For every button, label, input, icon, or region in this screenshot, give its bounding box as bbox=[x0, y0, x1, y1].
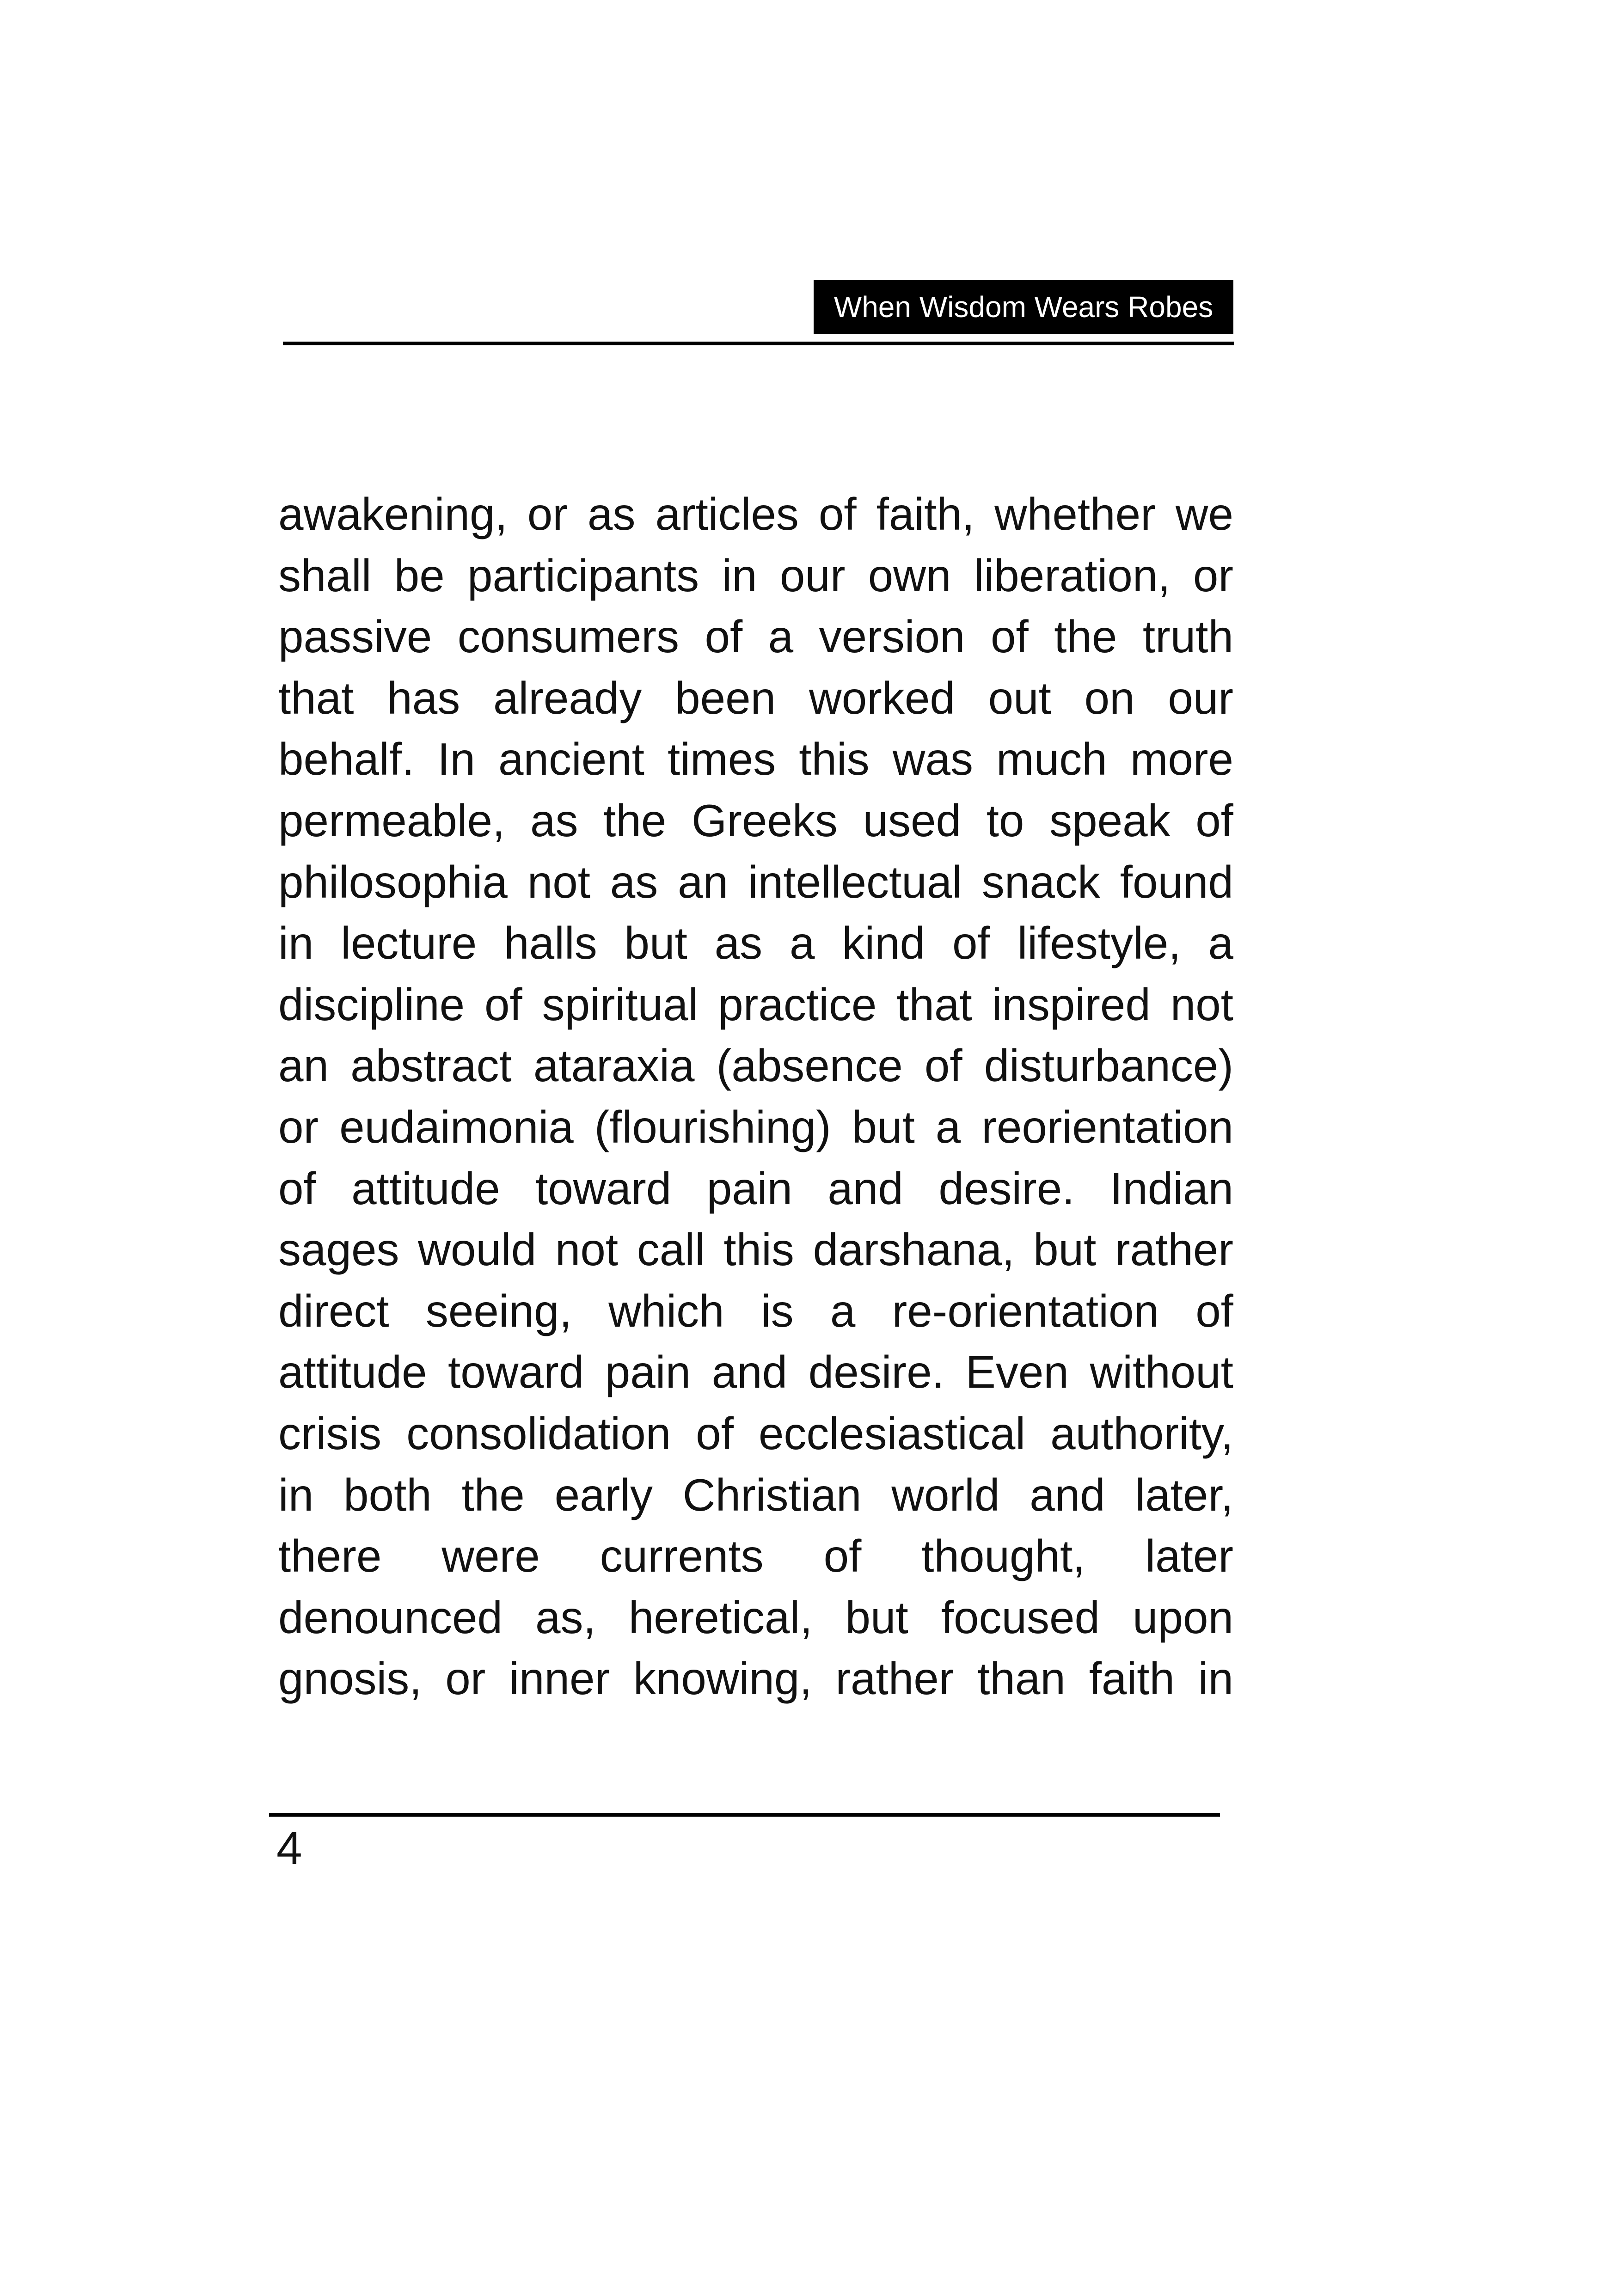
text-line: sages would not call this darshana, but rather bbox=[278, 1224, 1233, 1275]
text-line: direct seeing, which is a re-orientation of bbox=[278, 1285, 1233, 1336]
text-line: passive consumers of a version of the truth bbox=[278, 611, 1233, 662]
text-line: awakening, or as articles of faith, whether we bbox=[278, 489, 1233, 539]
footer-divider bbox=[269, 1813, 1220, 1817]
text-line: crisis consolidation of ecclesiastical authority, bbox=[278, 1408, 1233, 1459]
text-line: or eudaimonia (flourishing) but a reorientation bbox=[278, 1101, 1233, 1152]
body-paragraph bbox=[278, 484, 1233, 1709]
text-line: attitude toward pain and desire. Even without bbox=[278, 1347, 1233, 1398]
text-line: permeable, as the Greeks used to speak of bbox=[278, 795, 1233, 846]
text-line: gnosis, or inner knowing, rather than faith in bbox=[278, 1653, 1233, 1704]
text-line: in lecture halls but as a kind of lifestyle, a bbox=[278, 918, 1233, 969]
text-line: an abstract ataraxia (absence of disturbance) bbox=[278, 1040, 1233, 1091]
text-line: discipline of spiritual practice that inspired not bbox=[278, 979, 1233, 1030]
text-line: behalf. In ancient times this was much more bbox=[278, 734, 1233, 785]
text-line: denounced as, heretical, but focused upon bbox=[278, 1592, 1233, 1643]
text-line: of attitude toward pain and desire. Indian bbox=[278, 1163, 1233, 1214]
text-line: that has already been worked out on our bbox=[278, 672, 1233, 723]
text-line: there were currents of thought, later bbox=[278, 1531, 1233, 1582]
running-header-title: When Wisdom Wears Robes bbox=[814, 280, 1233, 334]
text-line: shall be participants in our own liberation, or bbox=[278, 550, 1233, 601]
header-divider bbox=[283, 342, 1234, 345]
page-number: 4 bbox=[276, 1822, 302, 1874]
text-line: philosophia not as an intellectual snack found bbox=[278, 856, 1233, 907]
text-line: in both the early Christian world and later, bbox=[278, 1469, 1233, 1520]
